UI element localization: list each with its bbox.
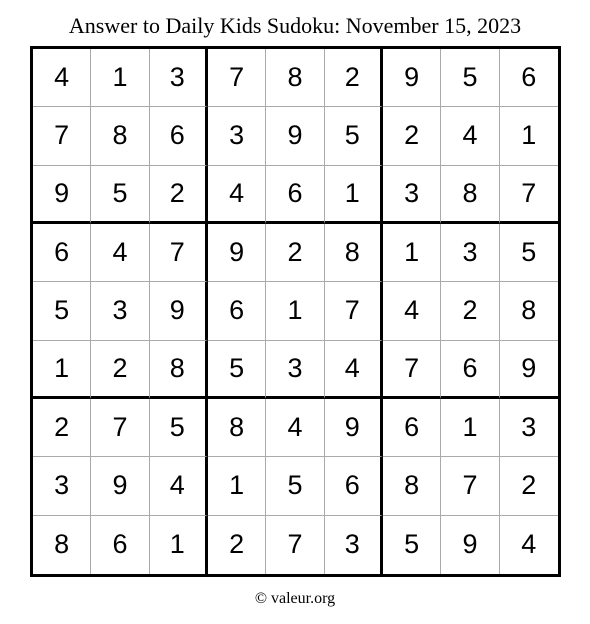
sudoku-cell-r6-c3: 8 — [150, 341, 208, 399]
sudoku-cell-r3-c2: 5 — [91, 166, 149, 224]
sudoku-cell-r7-c9: 3 — [500, 399, 558, 457]
sudoku-cell-r2-c7: 2 — [383, 107, 441, 165]
sudoku-cell-r7-c5: 4 — [266, 399, 324, 457]
copyright-footer: © valeur.org — [254, 590, 336, 607]
sudoku-cell-r3-c8: 8 — [441, 166, 499, 224]
sudoku-cell-r4-c9: 5 — [500, 224, 558, 282]
sudoku-cell-r5-c6: 7 — [325, 282, 383, 340]
sudoku-cell-r6-c2: 2 — [91, 341, 149, 399]
sudoku-cell-r2-c3: 6 — [150, 107, 208, 165]
sudoku-cell-r8-c3: 4 — [150, 457, 208, 515]
sudoku-cell-r6-c4: 5 — [208, 341, 266, 399]
sudoku-cell-r9-c3: 1 — [150, 516, 208, 574]
sudoku-cell-r9-c4: 2 — [208, 516, 266, 574]
sudoku-cell-r7-c4: 8 — [208, 399, 266, 457]
sudoku-cell-r2-c1: 7 — [33, 107, 91, 165]
sudoku-cell-r2-c4: 3 — [208, 107, 266, 165]
sudoku-cell-r8-c4: 1 — [208, 457, 266, 515]
puzzle-title: Answer to Daily Kids Sudoku: November 15, 2023 — [68, 13, 522, 38]
sudoku-cell-r1-c2: 1 — [91, 49, 149, 107]
sudoku-cell-r8-c6: 6 — [325, 457, 383, 515]
sudoku-cell-r2-c9: 1 — [500, 107, 558, 165]
sudoku-cell-r8-c2: 9 — [91, 457, 149, 515]
sudoku-cell-r7-c7: 6 — [383, 399, 441, 457]
sudoku-cell-r8-c7: 8 — [383, 457, 441, 515]
sudoku-cell-r2-c6: 5 — [325, 107, 383, 165]
sudoku-cell-r5-c4: 6 — [208, 282, 266, 340]
sudoku-cell-r9-c2: 6 — [91, 516, 149, 574]
sudoku-cell-r5-c8: 2 — [441, 282, 499, 340]
sudoku-cell-r1-c7: 9 — [383, 49, 441, 107]
sudoku-cell-r6-c5: 3 — [266, 341, 324, 399]
sudoku-cell-r3-c7: 3 — [383, 166, 441, 224]
sudoku-cell-r9-c6: 3 — [325, 516, 383, 574]
sudoku-cell-r4-c8: 3 — [441, 224, 499, 282]
sudoku-cell-r2-c8: 4 — [441, 107, 499, 165]
sudoku-cell-r5-c9: 8 — [500, 282, 558, 340]
sudoku-cell-r3-c3: 2 — [150, 166, 208, 224]
sudoku-cell-r9-c8: 9 — [441, 516, 499, 574]
sudoku-cell-r4-c5: 2 — [266, 224, 324, 282]
sudoku-cell-r1-c9: 6 — [500, 49, 558, 107]
sudoku-cell-r7-c8: 1 — [441, 399, 499, 457]
sudoku-cell-r6-c9: 9 — [500, 341, 558, 399]
sudoku-cell-r6-c7: 7 — [383, 341, 441, 399]
sudoku-cell-r9-c1: 8 — [33, 516, 91, 574]
sudoku-cell-r1-c1: 4 — [33, 49, 91, 107]
sudoku-cell-r1-c3: 3 — [150, 49, 208, 107]
sudoku-cell-r5-c3: 9 — [150, 282, 208, 340]
sudoku-cell-r8-c9: 2 — [500, 457, 558, 515]
sudoku-cell-r5-c1: 5 — [33, 282, 91, 340]
sudoku-cell-r8-c5: 5 — [266, 457, 324, 515]
sudoku-cell-r9-c7: 5 — [383, 516, 441, 574]
sudoku-cell-r3-c4: 4 — [208, 166, 266, 224]
sudoku-cell-r7-c2: 7 — [91, 399, 149, 457]
sudoku-cell-r9-c5: 7 — [266, 516, 324, 574]
sudoku-cell-r2-c5: 9 — [266, 107, 324, 165]
sudoku-cell-r9-c9: 4 — [521, 529, 537, 560]
sudoku-cell-r4-c3: 7 — [150, 224, 208, 282]
sudoku-cell-r4-c1: 6 — [33, 224, 91, 282]
sudoku-cell-r8-c8: 7 — [441, 457, 499, 515]
sudoku-cell-r1-c5: 8 — [266, 49, 324, 107]
sudoku-cell-r4-c4: 9 — [208, 224, 266, 282]
sudoku-cell-r1-c8: 5 — [441, 49, 499, 107]
sudoku-board — [30, 46, 561, 577]
sudoku-cell-r1-c6: 2 — [325, 49, 383, 107]
sudoku-cell-r4-c7: 1 — [383, 224, 441, 282]
sudoku-cell-r5-c7: 4 — [383, 282, 441, 340]
sudoku-cell-r7-c1: 2 — [33, 399, 91, 457]
sudoku-cell-r4-c6: 8 — [325, 224, 383, 282]
sudoku-cell-r6-c1: 1 — [33, 341, 91, 399]
sudoku-cell-r2-c2: 8 — [91, 107, 149, 165]
sudoku-cell-r1-c4: 7 — [208, 49, 266, 107]
sudoku-cell-r5-c5: 1 — [266, 282, 324, 340]
sudoku-cell-r3-c1: 9 — [33, 166, 91, 224]
sudoku-cell-r6-c8: 6 — [441, 341, 499, 399]
sudoku-cell-r5-c2: 3 — [91, 282, 149, 340]
sudoku-cell-r4-c2: 4 — [91, 224, 149, 282]
sudoku-cell-r3-c9: 7 — [500, 166, 558, 224]
sudoku-cell-r7-c6: 9 — [325, 399, 383, 457]
sudoku-cell-r6-c6: 4 — [325, 341, 383, 399]
sudoku-cell-r8-c1: 3 — [33, 457, 91, 515]
sudoku-cell-r7-c3: 5 — [150, 399, 208, 457]
sudoku-cell-r3-c5: 6 — [266, 166, 324, 224]
sudoku-cell-r3-c6: 1 — [325, 166, 383, 224]
